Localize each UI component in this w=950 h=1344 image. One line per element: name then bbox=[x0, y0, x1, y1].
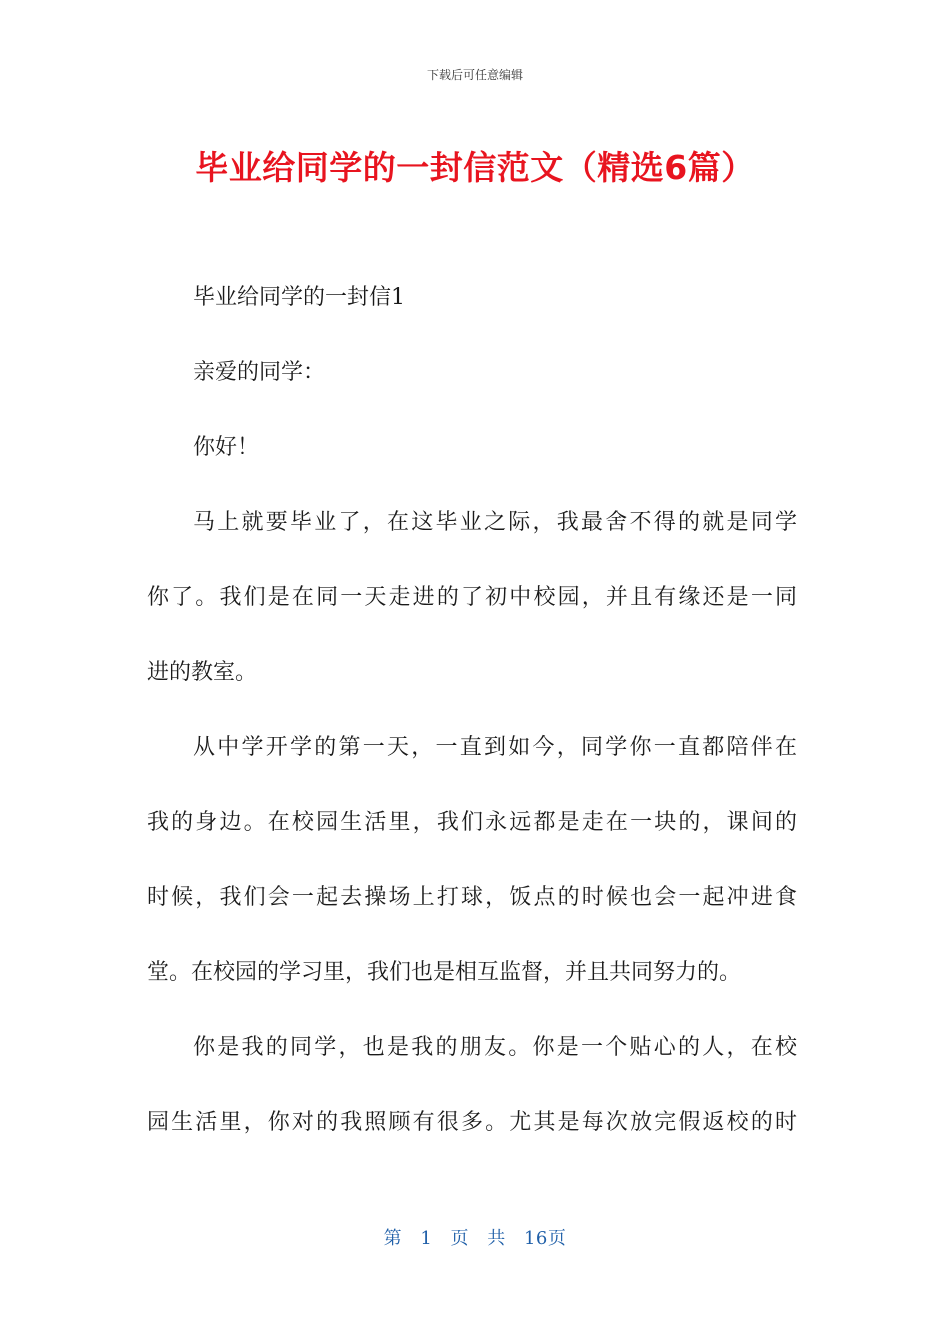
paragraph-line: 我的身边。在校园生活里，我们永远都是走在一块的，课间的 bbox=[147, 810, 797, 835]
header-note: 下载后可任意编辑 bbox=[426, 68, 523, 82]
greeting: 你好！ bbox=[193, 435, 260, 460]
paragraph-line: 园生活里，你对的我照顾有很多。尤其是每次放完假返校的时 bbox=[147, 1110, 797, 1135]
page-footer bbox=[0, 1224, 950, 1250]
footer-current-page: 1 bbox=[420, 1228, 433, 1249]
footer-prefix: 第 bbox=[383, 1228, 403, 1249]
paragraph-line: 你是我的同学，也是我的朋友。你是一个贴心的人，在校 bbox=[193, 1035, 797, 1060]
letter-heading: 毕业给同学的一封信1 bbox=[193, 285, 405, 310]
paragraph-line: 从中学开学的第一天，一直到如今，同学你一直都陪伴在 bbox=[193, 735, 797, 760]
letter-body bbox=[147, 260, 797, 1160]
paragraph-line: 时候，我们会一起去操场上打球，饭点的时候也会一起冲进食 bbox=[147, 885, 797, 910]
paragraph-line: 堂。在校园的学习里，我们也是相互监督，并且共同努力的。 bbox=[147, 960, 742, 985]
footer-total-label: 共 bbox=[487, 1228, 506, 1249]
salutation: 亲爱的同学： bbox=[193, 360, 326, 385]
footer-total-pages: 16页 bbox=[523, 1228, 567, 1249]
paragraph-line: 你了。我们是在同一天走进的了初中校园，并且有缘还是一同 bbox=[147, 585, 797, 610]
document-title: 毕业给同学的一封信范文（精选6篇） bbox=[195, 148, 755, 187]
footer-page-label: 页 bbox=[450, 1228, 470, 1249]
paragraph-line: 马上就要毕业了，在这毕业之际，我最舍不得的就是同学 bbox=[193, 510, 797, 535]
paragraph-line: 进的教室。 bbox=[147, 660, 258, 685]
